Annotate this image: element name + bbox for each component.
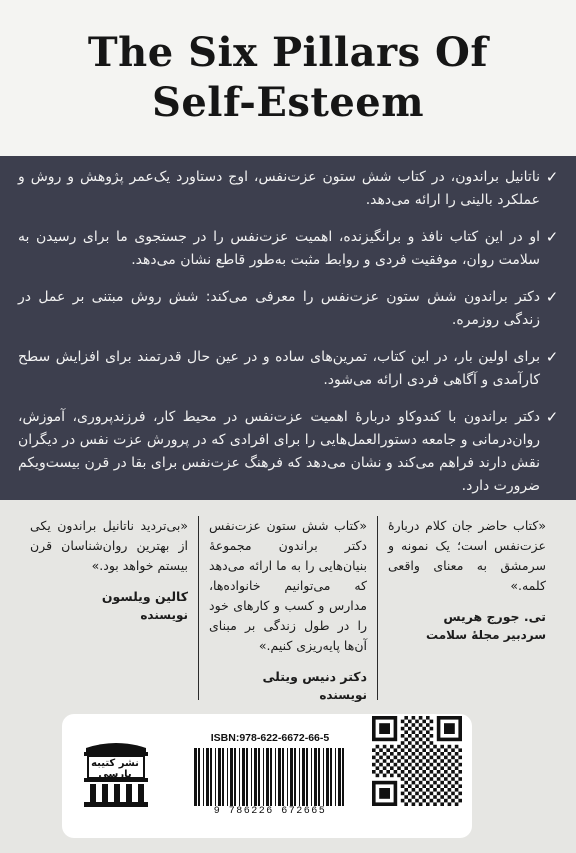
checkmark-icon: ✓: [545, 168, 559, 186]
description-panel: [0, 156, 576, 500]
checkmark-icon: ✓: [545, 348, 559, 366]
barcode-icon: [184, 748, 356, 808]
publisher-logo: [80, 738, 158, 810]
bullet-text: دکتر براندون با کندوکاو دربارهٔ اهمیت عزت‌نفس در محیط کار، فرزندپروری، آموزش، روان‌درمانی و جامعه دستورالعمل‌هایی را برای افرادی که در پرورش عزت نفس در دیگران نقش دارند فراهم می‌کند و نشان می‌دهد که فرهنگ عزت‌نفس برای بقا در قرن بیست‌ویکم ضرورت دارد.: [18, 409, 540, 494]
checkmark-icon: ✓: [545, 228, 559, 246]
quote-text: «کتاب شش ستون عزت‌نفس دکتر براندون مجموعهٔ بنیان‌هایی را به ما ارائه می‌دهد که می‌توانیم خانواده‌ها، مدارس و کسب و کارهای خود را در طول زندگی بر مبنای آن‌ها پایه‌ریزی کنیم.»: [209, 518, 367, 653]
quote-author: دکتر دنیس ویتلی: [262, 669, 367, 684]
quote-author: تی. جورج هریس: [443, 609, 546, 624]
bullet-text: ناتانیل براندون، در کتاب شش ستون عزت‌نفس، اوج دستاورد یک‌عمر پژوهش و روش و عملکرد بالینی را ارائه می‌دهد.: [18, 169, 540, 208]
bullet-item: [18, 346, 560, 392]
publisher-name: نشر کتیبه پارسی: [91, 758, 139, 780]
quote-text: «بی‌تردید ناتانیل براندون یکی از بهترین روان‌شناسان قرن بیستم خواهد بود.»: [30, 518, 188, 573]
isbn-barcode: [184, 732, 356, 822]
quote-author: کالین ویلسون: [101, 589, 188, 604]
bullet-item: [18, 286, 560, 332]
bullet-item: [18, 406, 560, 498]
bullet-item: [18, 166, 560, 212]
title-line-1: The Six Pillars Of: [87, 29, 489, 76]
endorsement-quote: [377, 516, 556, 700]
quote-role: نویسنده: [140, 608, 188, 622]
quote-role: نویسنده: [319, 688, 367, 702]
title-line-2: Self-Esteem: [151, 79, 425, 126]
bullet-text: دکتر براندون شش ستون عزت‌نفس را معرفی می‌کند: شش روش مبتنی بر عمل در زندگی روزمره.: [18, 289, 540, 328]
quote-role: سردبیر مجلهٔ سلامت: [426, 628, 546, 642]
endorsements: [0, 500, 576, 700]
bullet-item: [18, 226, 560, 272]
isbn-text: ISBN:978-622-6672-66-5: [210, 732, 330, 744]
checkmark-icon: ✓: [545, 288, 559, 306]
barcode-digits: 9 786226 672665: [213, 806, 327, 817]
title-box: [0, 0, 576, 156]
qr-code-icon: [372, 716, 462, 806]
checkmark-icon: ✓: [545, 408, 559, 426]
bullet-text: برای اولین بار، در این کتاب، تمرین‌های ساده و در عین حال قدرتمند برای افزایش سطح کارآمدی و آگاهی فردی ارائه می‌شود.: [18, 349, 540, 388]
endorsement-quote: [20, 516, 198, 700]
endorsement-quote: [198, 516, 377, 700]
quote-text: «کتاب حاضر جان کلام دربارهٔ عزت‌نفس است؛ یک نمونه و سرمشق به معنای واقعی کلمه.»: [388, 518, 546, 593]
bullet-text: او در این کتاب نافذ و برانگیزنده، اهمیت عزت‌نفس را در جستجوی ما برای رسیدن به سلامت روان، موفقیت فردی و روابط مثبت به‌طور قاطع نشان می‌دهد.: [18, 229, 540, 268]
